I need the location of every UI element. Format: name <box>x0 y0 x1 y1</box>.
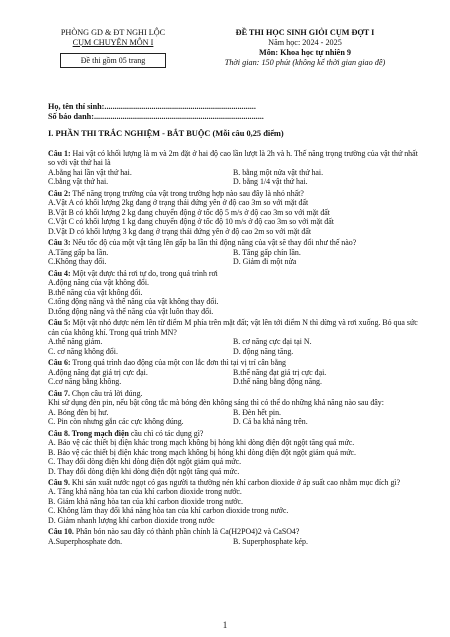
question-2 <box>48 189 418 198</box>
option-b: B. Tăng gấp chín lần. <box>233 247 301 257</box>
page-number: 1 <box>222 620 228 630</box>
question-text: Hai vật có khối lượng là m và 2m đặt ở hai độ cao lần lượt là 2h và h. Thế năng trọng trường của vật thứ nhất so với vật thứ hai là <box>48 149 418 168</box>
options-row <box>48 337 418 346</box>
options-row <box>48 177 418 186</box>
question-text: Một vật được thả rơi tự do, trong quá trình rơi <box>70 268 218 278</box>
option-c: C.bằng vật thứ hai. <box>48 177 109 187</box>
option-c: C.Không thay đổi. <box>48 257 107 267</box>
exam-title: ĐỀ THI HỌC SINH GIỎI CỤM ĐỢT I <box>235 28 375 37</box>
candidate-info <box>48 102 408 122</box>
option-b: B. cơ năng cực đại tại N. <box>233 337 312 347</box>
option-a: A.Vật A có khối lượng 2kg đang ở trạng thái đứng yên ở độ cao 3m so với mặt đất <box>48 198 309 208</box>
question-number: Câu 5: <box>48 318 71 328</box>
options-row <box>48 537 418 546</box>
time-limit: Thời gian: 150 phút (không kể thời gian giao đề) <box>224 57 386 67</box>
option-d: D. Cả ba khả năng trên. <box>233 417 308 427</box>
option-d: D.tổng động năng và thế năng của vật luôn thay đổi. <box>48 306 214 316</box>
option-b: B. Đèn hết pin. <box>233 407 281 417</box>
option-c: C. Không làm thay đổi khả năng hòa tan của khí carbon dioxide trong nước. <box>48 506 289 516</box>
question-text: Nếu tốc độ của một vật tăng lên gấp ba lần thì động năng của vật sẽ thay đổi như thế nào? <box>70 238 357 248</box>
question-number: Câu 6: <box>48 358 71 368</box>
option-b: B. Giảm khả năng hòa tan của khí carbon dioxide trong nước. <box>48 496 243 506</box>
option-c: C.tổng động năng và thế năng của vật không thay đổi. <box>48 297 219 307</box>
page-count-box: Đề thi gồm 05 trang <box>60 53 166 69</box>
options-row <box>48 347 418 356</box>
options-row <box>48 377 418 386</box>
question-text: Trong quá trình dao động của một con lắc đơn thì tại vị trí cân bằng <box>70 358 287 368</box>
question-text: Thế năng trọng trường của vật trong trường hợp nào sau đây là nhỏ nhất? <box>70 188 304 198</box>
option-d: D. Thay đổi dòng điện khi dòng điện đột ngột tăng quá mức. <box>48 466 240 476</box>
department-name: PHÒNG GD & ĐT NGHI LỘC <box>60 28 166 37</box>
option-b: B.Vật B có khối lượng 2 kg đang chuyển động ở tốc độ 5 m/s ở độ cao 3m so với mặt đất <box>48 207 330 217</box>
options-row <box>48 408 418 417</box>
question-number: Câu 10. <box>48 527 74 537</box>
question-number: Câu 2: <box>48 188 71 198</box>
question-5 <box>48 318 418 337</box>
question-text: Khi sản xuất nước ngọt có gas người ta thường nén khí carbon dioxide ở áp suất cao nhằm mục đích gì? <box>69 477 401 487</box>
school-year: Năm học: 2024 - 2025 <box>268 37 342 47</box>
option-b: B.thế năng đạt giá trị cực đại. <box>233 367 327 377</box>
option-c: C.cơ năng bằng không. <box>48 377 122 387</box>
option-c: C. Thay đổi dòng điện khi dòng điện đột ngột giảm quá mức. <box>48 457 242 467</box>
option-d: D. động năng tăng. <box>233 346 294 356</box>
options-row <box>48 368 418 377</box>
option-b: B. Superphosphate kép. <box>233 536 308 546</box>
question-number: Câu 8. Trong mạch điện <box>48 428 129 438</box>
question-1 <box>48 149 418 168</box>
header-right <box>190 28 420 67</box>
options-row <box>48 417 418 426</box>
option-a: A.động năng đạt giá trị cực đại. <box>48 367 148 377</box>
subject: Môn: Khoa học tự nhiên 9 <box>258 47 352 57</box>
option-d: D.Vật D có khối lượng 3 kg đang ở trạng thái đứng yên ở độ cao 2m so với mặt đất <box>48 226 312 236</box>
question-4 <box>48 269 418 278</box>
question-number: Câu 4: <box>48 268 71 278</box>
question-number: Câu 1: <box>48 149 71 158</box>
option-c: C.Vật C có khối lượng 1 kg đang chuyển động ở tốc độ 10 m/s ở độ cao 3m so với mặt đất <box>48 217 334 227</box>
question-3 <box>48 238 418 247</box>
option-a: A.động năng của vật không đổi. <box>48 278 150 288</box>
option-b: B. bằng một nửa vật thứ hai. <box>233 167 324 177</box>
cluster-name: CỤM CHUYÊN MÔN I <box>72 37 154 47</box>
option-d: D. Giảm nhanh lượng khí carbon dioxide trong nước <box>48 515 215 525</box>
question-text-2: Khi sử dụng đèn pin, nếu bật công tắc mà bóng đèn không sáng thì có thể do những khả năng nào sau đây: <box>48 398 384 408</box>
options-row <box>48 257 418 266</box>
question-8 <box>48 429 418 438</box>
question-9 <box>48 478 418 487</box>
option-a: A.bằng hai lần vật thứ hai. <box>48 167 132 177</box>
question-text: Một vật nhỏ được ném lên từ điểm M phía trên mặt đất; vật lên tới điểm N thì dừng và rơi xuống. Bỏ qua sức cản của không khí. Trong quá trình MN? <box>48 318 418 337</box>
option-d: D. bằng 1/4 vật thứ hai. <box>233 177 308 187</box>
question-number: Câu 9. <box>48 477 70 487</box>
question-text: cầu chì có tác dụng gì? <box>128 428 204 438</box>
question-number: Câu 3: <box>48 238 71 248</box>
option-b: B.thế năng của vật không đổi. <box>48 287 143 297</box>
question-7 <box>48 389 418 398</box>
options-row <box>48 248 418 257</box>
candidate-id-line: Số báo danh:................................................................................... <box>48 111 264 121</box>
option-a: A. Bảo vệ các thiết bị điện khác trong mạch không bị hỏng khi dòng điện đột ngột tăng quá mức. <box>48 438 355 448</box>
option-a: A.Superphosphate đơn. <box>48 536 123 546</box>
question-text: Phân bón nào sau đây có thành phần chính là Ca(H2PO4)2 và CaSO4? <box>73 527 300 537</box>
option-c: C. cơ năng không đổi. <box>48 346 118 356</box>
option-c: C. Pin còn nhưng gắn các cực không đúng. <box>48 417 184 427</box>
question-number: Câu 7. <box>48 388 70 398</box>
option-a: A. Tăng khả năng hòa tan của khí carbon dioxide trong nước. <box>48 487 242 497</box>
section-title: I. PHẦN THI TRẮC NGHIỆM - BẮT BUỘC (Mỗi câu 0,25 điểm) <box>48 129 284 138</box>
header-left <box>48 28 178 68</box>
question-6 <box>48 358 418 367</box>
option-b: B. Bảo vệ các thiết bị điện khác trong mạch không bị hỏng khi dòng điện đột ngột giảm quá mức. <box>48 447 357 457</box>
option-a: A.Tăng gấp ba lần. <box>48 247 109 257</box>
question-10 <box>48 527 418 536</box>
option-d: D.thế năng bằng động năng. <box>233 377 322 387</box>
option-a: A.thế năng giảm. <box>48 337 103 347</box>
candidate-name-line: Họ, tên thí sinh:.......................................................................... <box>48 102 256 111</box>
questions <box>48 147 418 546</box>
options-row <box>48 168 418 177</box>
question-text: Chọn câu trả lời đúng. <box>69 388 143 398</box>
option-d: D. Giảm đi một nửa <box>233 257 297 267</box>
option-a: A. Bóng đèn bị hư. <box>48 407 109 417</box>
